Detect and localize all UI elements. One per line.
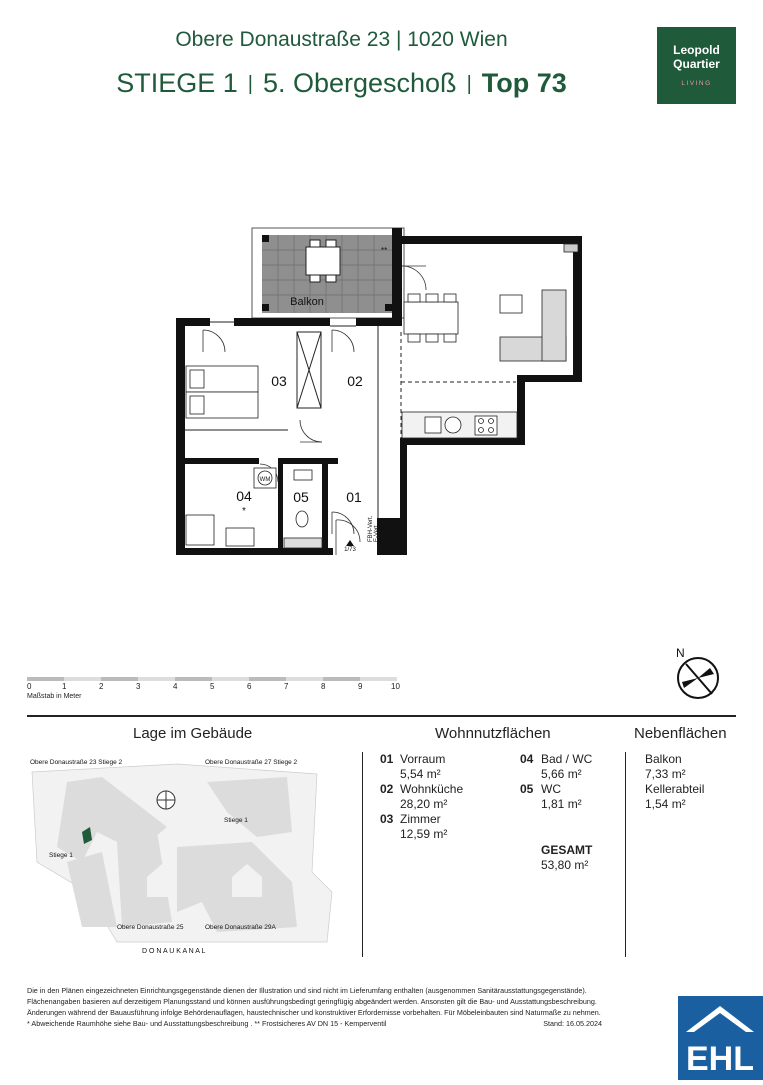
area-item-name: Wohnküche <box>400 782 464 796</box>
wm-label: WM <box>259 477 271 483</box>
area-item-num: 04 <box>520 752 534 766</box>
logo-line2: Quartier <box>673 57 720 71</box>
site-label-od27: Obere Donaustraße 27 Stiege 2 <box>205 759 298 766</box>
room-label-04: 04 <box>236 488 252 504</box>
total-value: 53,80 m² <box>541 858 589 872</box>
area-item <box>380 752 393 767</box>
area-item-num: 03 <box>380 812 394 826</box>
room-label-05: 05 <box>293 489 309 505</box>
area-item-value: 28,20 m² <box>400 797 448 811</box>
area-item-num: 05 <box>520 782 534 796</box>
area-item-value: 5,66 m² <box>541 767 582 781</box>
scale-segment <box>323 677 360 681</box>
disclaimer-line: Flächenangaben basieren auf derzeitigem Planungsstand und können ausführungsbedingt geringfügig abgeändert werden. Ansonsten gilt die Bau- und Ausstattungsbeschreibung. <box>27 997 597 1006</box>
area-item <box>400 812 447 842</box>
scale-tick-label: 4 <box>173 682 178 691</box>
stair-label: STIEGE 1 <box>116 68 238 98</box>
total-label: GESAMT <box>541 843 593 857</box>
site-label-donaukanal: D O N A U K A N A L <box>142 948 206 955</box>
scale-tick-label: 7 <box>284 682 289 691</box>
ehl-logo-text: EHL <box>686 1040 754 1078</box>
aux-area-item <box>645 782 704 812</box>
scale-segment <box>286 677 323 681</box>
wohn-heading: Wohnnutzflächen <box>435 725 551 742</box>
leopold-quartier-logo <box>657 27 736 104</box>
area-item-name: Zimmer <box>400 812 441 826</box>
aux-area-name: Kellerabteil <box>645 782 705 796</box>
scale-segment <box>64 677 101 681</box>
fbh-vert-label: FBH-Vert. <box>368 515 374 542</box>
area-item-value: 1,81 m² <box>541 797 582 811</box>
area-item-value: 12,59 m² <box>400 827 448 841</box>
north-arrow-icon <box>672 646 724 700</box>
floor-label: 5. Obergeschoß <box>262 68 457 98</box>
disclaimer-line: Änderungen während der Bauausführung infolge Behördenauflagen, haustechnischer und konstruktiver Erfordernisse vorbehalten. Für Möbeleinbauten sind Naturmaße zu nehmen. <box>27 1008 601 1017</box>
living-furniture <box>402 244 578 438</box>
site-label-stiege1: Stiege 1 <box>49 852 73 859</box>
disclaimer-line: * Abweichende Raumhöhe siehe Bau- und Ausstattungsbeschreibung . ** Frostsicheres AV DN 15 - Kemperventil <box>27 1019 387 1028</box>
entrance-arrow-icon <box>346 540 354 546</box>
scale-segment <box>138 677 175 681</box>
scale-tick-label: 3 <box>136 682 141 691</box>
column-divider <box>625 752 626 957</box>
scale-tick-label: 2 <box>99 682 104 691</box>
unit-number: Top 73 <box>481 68 567 98</box>
logo-line3: LIVING <box>681 80 712 87</box>
site-label-stiege1-east: Stiege 1 <box>224 817 248 824</box>
room-label-01: 01 <box>346 489 362 505</box>
area-item <box>520 782 533 797</box>
area-item-value: 5,54 m² <box>400 767 441 781</box>
column-divider <box>362 752 363 957</box>
scale-tick-label: 6 <box>247 682 252 691</box>
area-item <box>400 782 463 812</box>
area-item-num: 02 <box>380 782 394 796</box>
scale-segment <box>249 677 286 681</box>
aux-area-item <box>645 752 686 782</box>
disclaimer-line: Die in den Plänen eingezeichneten Einrichtungsgegenstände dienen der Illustration und sind nicht im Lieferumfang enthalten (ausgenommen Sanitärausstattungsgegenstände). <box>27 986 587 995</box>
room-label-02: 02 <box>347 373 363 389</box>
room-label-balkon: Balkon <box>290 296 324 308</box>
aux-area-value: 1,54 m² <box>645 797 686 811</box>
total-area <box>541 843 592 873</box>
logo-line1: Leopold <box>673 43 720 57</box>
area-item <box>541 782 582 812</box>
area-item <box>380 812 393 827</box>
area-item-name: Bad / WC <box>541 752 593 766</box>
scale-tick-label: 8 <box>321 682 326 691</box>
scale-tick-label: 10 <box>391 682 400 691</box>
title-separator: | <box>466 73 472 95</box>
site-label-od29a: Obere Donaustraße 29A <box>205 924 276 931</box>
floor-plan <box>170 220 610 565</box>
neben-heading: Nebenflächen <box>634 725 727 742</box>
bedroom-beds <box>186 366 258 418</box>
ehl-house-icon <box>678 996 763 1080</box>
stand-date: Stand: 16.05.2024 <box>543 1019 602 1028</box>
aux-area-name: Balkon <box>645 752 682 766</box>
aux-area-value: 7,33 m² <box>645 767 686 781</box>
scale-segment <box>101 677 138 681</box>
scale-segment <box>175 677 212 681</box>
site-plan <box>27 752 362 957</box>
ehl-logo <box>678 996 763 1080</box>
area-item <box>380 782 393 797</box>
scale-tick-label: 1 <box>62 682 67 691</box>
scale-tick-label: 5 <box>210 682 215 691</box>
bath-fixtures <box>186 468 322 548</box>
balcony-area <box>252 228 404 318</box>
area-item <box>541 752 592 782</box>
area-item-name: WC <box>541 782 561 796</box>
scale-tick-label: 0 <box>27 682 32 691</box>
scale-caption: Maßstab in Meter <box>27 693 82 700</box>
frost-valve-mark: ** <box>381 246 388 255</box>
room-label-03: 03 <box>271 373 287 389</box>
area-item <box>400 752 445 782</box>
site-label-od23: Obere Donaustraße 23 Stiege 2 <box>30 759 123 766</box>
scale-segment <box>27 677 64 681</box>
room-label-04-note: * <box>242 506 246 517</box>
area-item-name: Vorraum <box>400 752 446 766</box>
area-item-num: 01 <box>380 752 394 766</box>
e-vert-label: E-Vert. <box>374 523 380 542</box>
site-label-od25: Obere Donaustraße 25 <box>117 924 184 931</box>
north-label: N <box>676 646 685 660</box>
lage-heading: Lage im Gebäude <box>133 725 253 742</box>
unit-entrance-label: 1/73 <box>344 547 356 553</box>
scale-segment <box>212 677 249 681</box>
unit-title <box>0 68 683 99</box>
section-divider <box>27 715 736 717</box>
area-item <box>520 752 533 767</box>
scale-tick-label: 9 <box>358 682 363 691</box>
title-separator: | <box>247 73 253 95</box>
disclaimer <box>27 985 602 1029</box>
project-address: Obere Donaustraße 23 | 1020 Wien <box>175 28 508 51</box>
scale-segment <box>360 677 397 681</box>
